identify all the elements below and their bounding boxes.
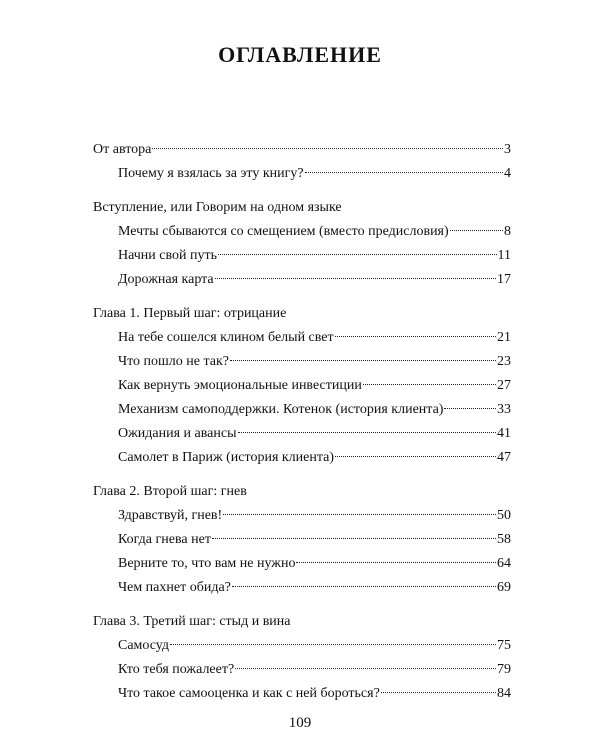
toc-entry xyxy=(93,528,511,552)
toc-entry xyxy=(93,634,511,658)
page-number: 109 xyxy=(288,715,312,731)
toc-entry-title: Здравствуй, гнев! xyxy=(118,508,223,523)
toc-entry-title: Самосуд xyxy=(118,638,170,653)
dot-leader xyxy=(212,538,496,539)
toc-entry-title: Ожидания и авансы xyxy=(118,426,237,441)
toc-entry-title: Мечты сбываются со смещением (вместо предисловия) xyxy=(118,224,449,239)
dot-leader xyxy=(381,692,496,693)
toc-chapter-heading: Глава 2. Второй шаг: гнев xyxy=(93,484,247,499)
toc-entry-page: 17 xyxy=(497,272,511,287)
toc-entry xyxy=(93,422,511,446)
dot-leader xyxy=(296,562,496,563)
toc-chapter-heading: Вступление, или Говорим на одном языке xyxy=(93,200,342,215)
toc-entry-page: 4 xyxy=(504,166,511,181)
dot-leader xyxy=(218,254,497,255)
toc-entry-title: На тебе сошелся клином белый свет xyxy=(118,330,334,345)
toc-entry-page: 84 xyxy=(497,686,511,701)
toc-section xyxy=(93,480,511,600)
dot-leader xyxy=(363,384,496,385)
dot-leader xyxy=(230,360,496,361)
toc-entry-page: 11 xyxy=(497,248,511,263)
dot-leader xyxy=(444,408,496,409)
toc-entry xyxy=(93,682,511,706)
toc-entry-title: Почему я взялась за эту книгу? xyxy=(118,166,304,181)
toc-entry xyxy=(93,162,511,186)
toc-entry-title: От автора xyxy=(93,142,152,157)
dot-leader xyxy=(152,148,503,149)
toc-entry-page: 64 xyxy=(497,556,511,571)
dot-leader xyxy=(335,456,496,457)
toc-section xyxy=(93,196,511,292)
toc-entry-page: 8 xyxy=(504,224,511,239)
toc-entry xyxy=(93,446,511,470)
toc-entry xyxy=(93,326,511,350)
dot-leader xyxy=(235,668,496,669)
toc-entry xyxy=(93,552,511,576)
toc-entry xyxy=(93,504,511,528)
dot-leader xyxy=(335,336,496,337)
toc-entry-page: 50 xyxy=(497,508,511,523)
toc-entry xyxy=(93,374,511,398)
toc-entry-title: Что пошло не так? xyxy=(118,354,230,369)
toc-entry xyxy=(93,398,511,422)
toc-entry-page: 41 xyxy=(497,426,511,441)
toc-entry-title: Чем пахнет обида? xyxy=(118,580,231,595)
toc-entry-title: Когда гнева нет xyxy=(118,532,211,547)
dot-leader xyxy=(450,230,503,231)
dot-leader xyxy=(170,644,496,645)
toc-entry-page: 33 xyxy=(497,402,511,417)
toc-entry-title: Что такое самооценка и как с ней бороться? xyxy=(118,686,380,701)
toc-chapter-heading: Глава 3. Третий шаг: стыд и вина xyxy=(93,614,291,629)
toc-entry-title: Кто тебя пожалеет? xyxy=(118,662,235,677)
toc-entry xyxy=(93,658,511,682)
toc-chapter-heading: Глава 1. Первый шаг: отрицание xyxy=(93,306,287,321)
toc-entry xyxy=(93,350,511,374)
toc-section xyxy=(93,302,511,470)
toc-entry-title: Как вернуть эмоциональные инвестиции xyxy=(118,378,362,393)
dot-leader xyxy=(238,432,497,433)
toc-entry xyxy=(93,268,511,292)
toc-entry xyxy=(93,138,511,162)
dot-leader xyxy=(232,586,496,587)
toc-entry-page: 23 xyxy=(497,354,511,369)
toc-entry-title: Верните то, что вам не нужно xyxy=(118,556,296,571)
table-of-contents xyxy=(93,138,511,716)
toc-entry-page: 75 xyxy=(497,638,511,653)
toc-entry xyxy=(93,244,511,268)
toc-entry-page: 3 xyxy=(504,142,511,157)
toc-entry-page: 47 xyxy=(497,450,511,465)
toc-entry-page: 79 xyxy=(497,662,511,677)
toc-entry-title: Самолет в Париж (история клиента) xyxy=(118,450,335,465)
page-title: ОГЛАВЛЕНИЕ xyxy=(218,42,382,67)
toc-entry-title: Механизм самоподдержки. Котенок (история клиента) xyxy=(118,402,444,417)
toc-entry-page: 58 xyxy=(497,532,511,547)
toc-entry-page: 69 xyxy=(497,580,511,595)
dot-leader xyxy=(305,172,503,173)
toc-entry-page: 21 xyxy=(497,330,511,345)
dot-leader xyxy=(223,514,496,515)
toc-entry xyxy=(93,220,511,244)
toc-entry-page: 27 xyxy=(497,378,511,393)
toc-entry-title: Начни свой путь xyxy=(118,248,218,263)
toc-section xyxy=(93,138,511,186)
toc-entry xyxy=(93,576,511,600)
toc-entry-title: Дорожная карта xyxy=(118,272,214,287)
toc-section xyxy=(93,610,511,706)
dot-leader xyxy=(215,278,496,279)
